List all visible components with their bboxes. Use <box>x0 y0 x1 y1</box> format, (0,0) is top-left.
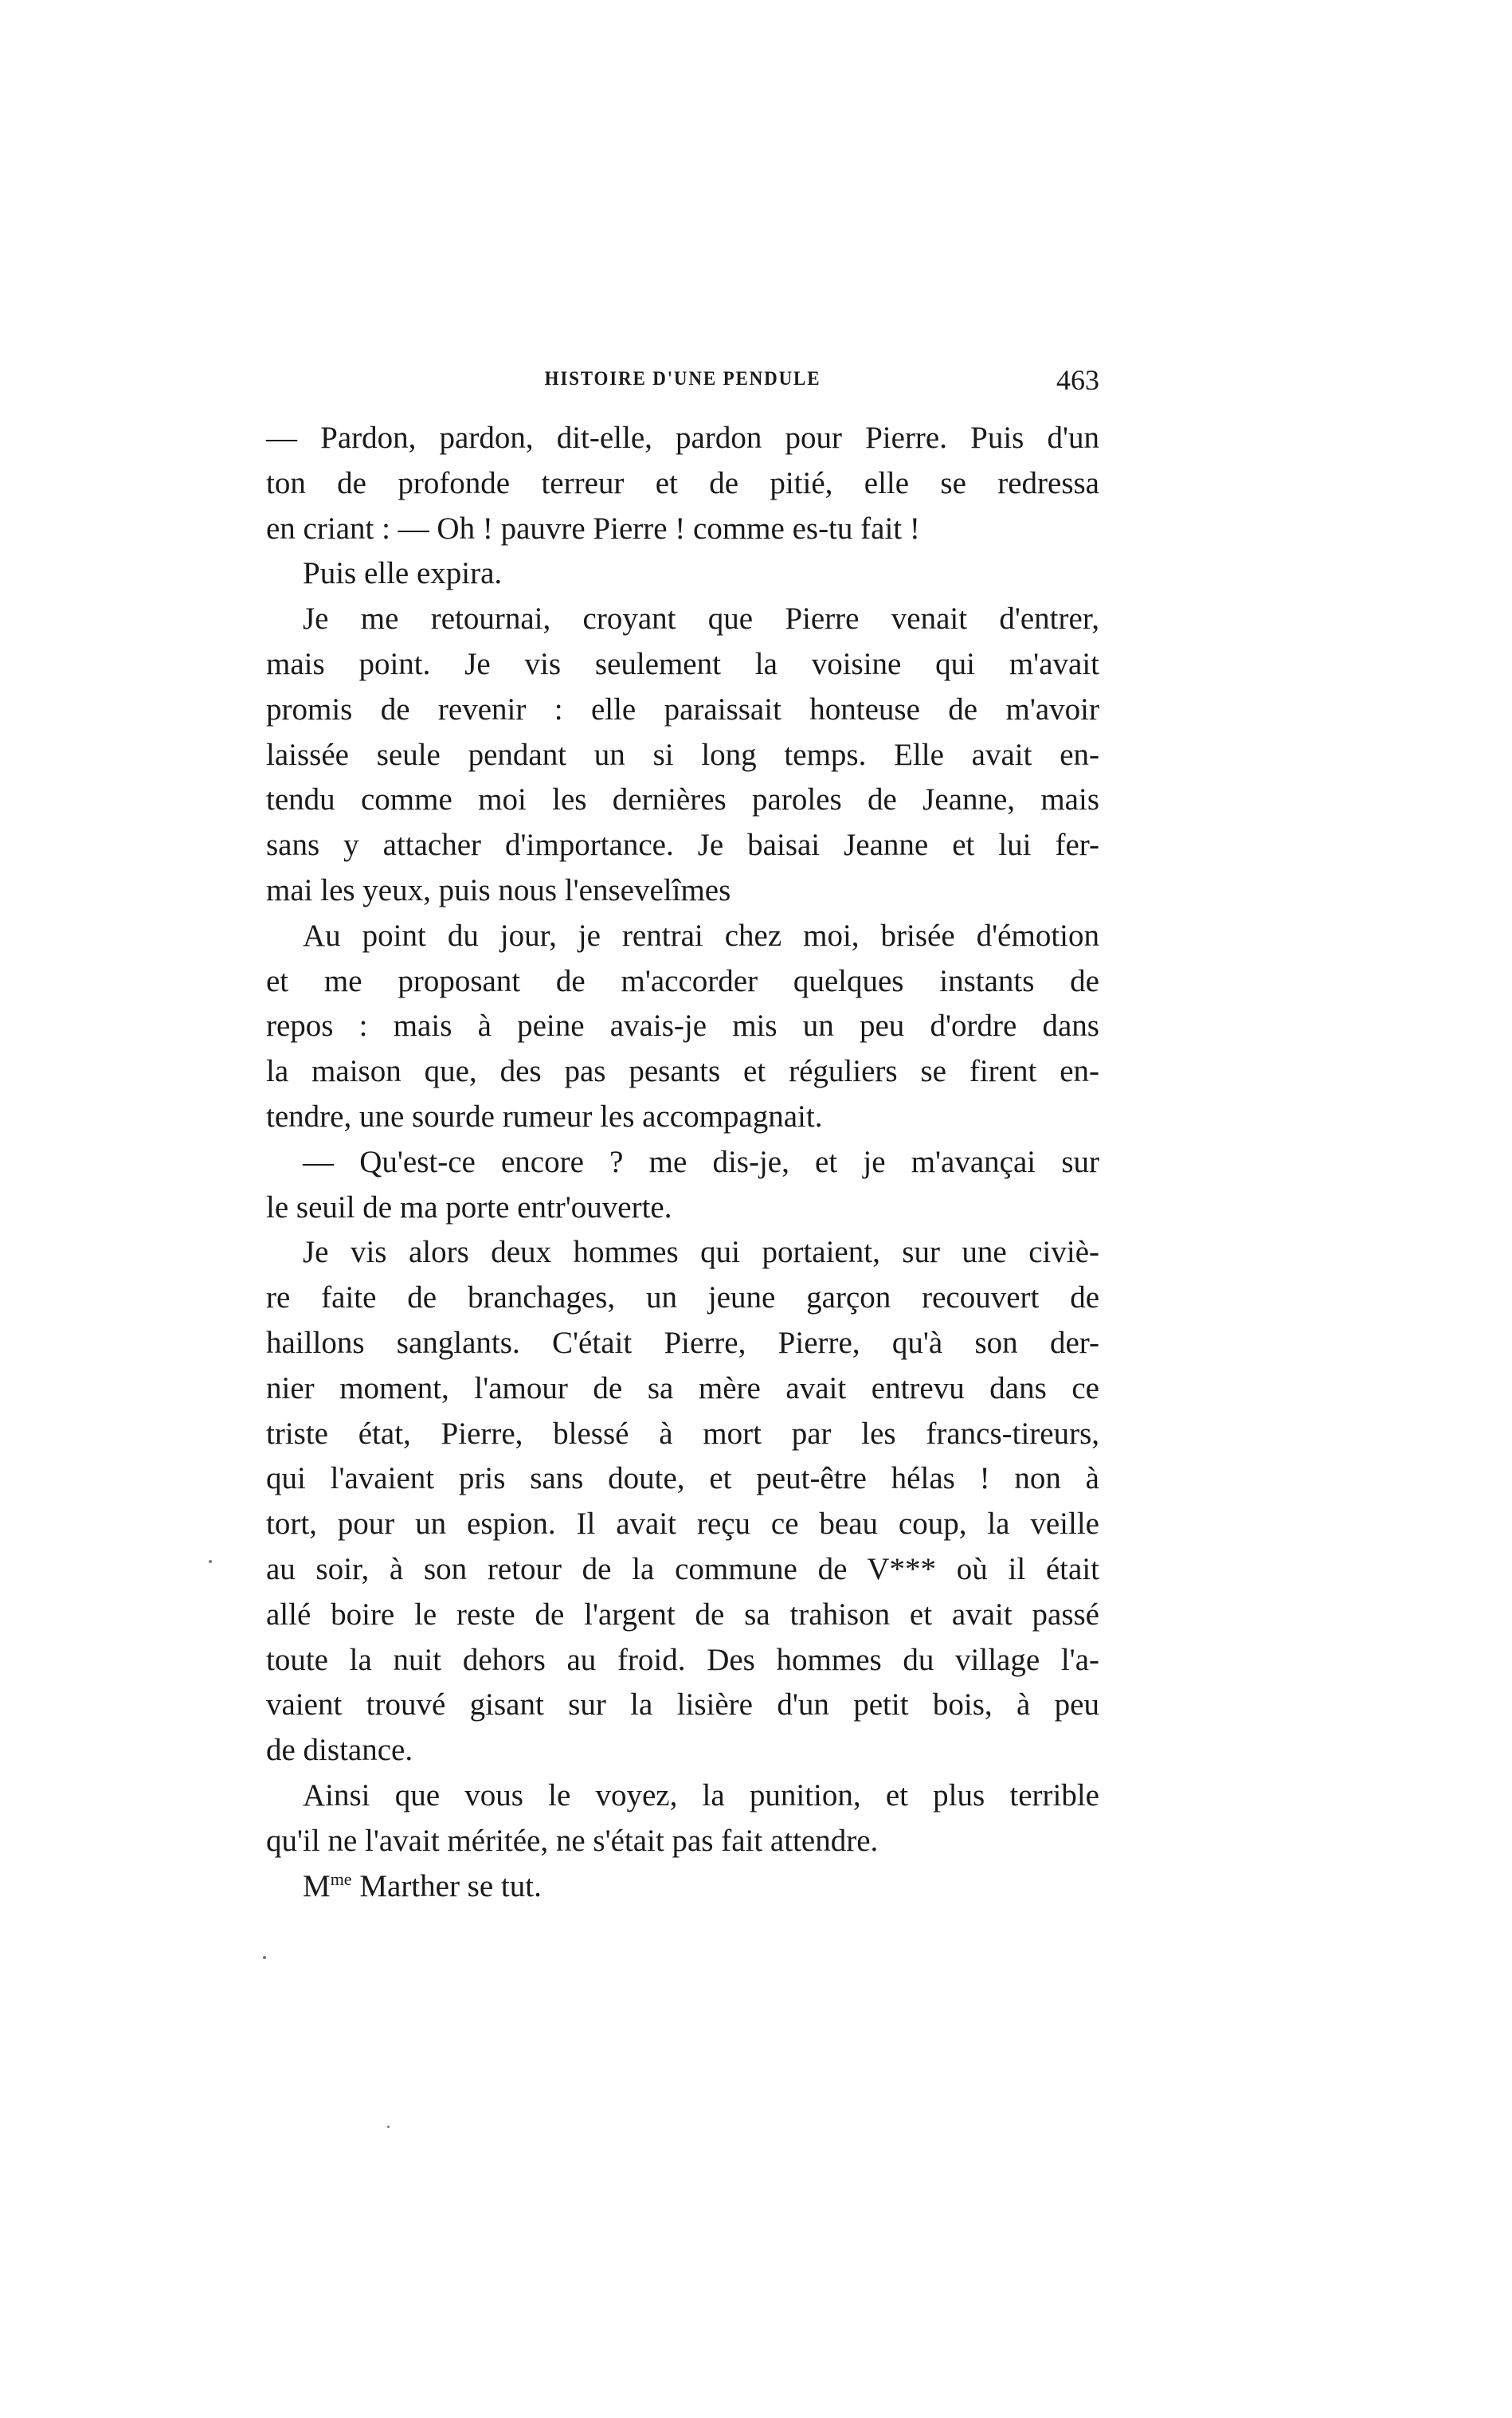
text-line: tendre, une sourde rumeur les accompagnait. <box>266 1099 823 1134</box>
running-header <box>266 364 1099 400</box>
text-line: nier moment, l'amour de sa mère avait entrevu dans ce <box>266 1370 1099 1405</box>
running-title: HISTOIRE D'UNE PENDULE <box>544 368 821 390</box>
text-line: Je vis alors deux hommes qui portaient, sur une civiè- <box>303 1235 1099 1270</box>
text-line: Au point du jour, je rentrai chez moi, brisée d'émotion <box>303 918 1099 953</box>
closing-prefix: M <box>303 1868 331 1903</box>
text-line: qu'il ne l'avait méritée, ne s'était pas fait attendre. <box>266 1823 879 1858</box>
text-line: tendu comme moi les dernières paroles de Jeanne, mais <box>266 782 1099 817</box>
text-line: haillons sanglants. C'était Pierre, Pierre, qu'à son der- <box>266 1326 1099 1360</box>
text-line: mai les yeux, puis nous l'ensevelîmes <box>266 873 731 907</box>
text-line: laissée seule pendant un si long temps. Elle avait en- <box>266 737 1099 772</box>
text-line: — Pardon, pardon, dit-elle, pardon pour Pierre. Puis d'un <box>266 421 1099 455</box>
text-line: tort, pour un espion. Il avait reçu ce beau coup, la veille <box>266 1507 1099 1542</box>
text-line: triste état, Pierre, blessé à mort par les francs-tireurs, <box>266 1416 1099 1451</box>
text-line: repos : mais à peine avais-je mis un peu d'ordre dans <box>266 1009 1099 1044</box>
text-line: promis de revenir : elle paraissait honteuse de m'avoir <box>266 692 1099 727</box>
text-line: allé boire le reste de l'argent de sa trahison et avait passé <box>266 1597 1099 1632</box>
closing-text: Marther se tut. <box>351 1868 542 1903</box>
text-line: toute la nuit dehors au froid. Des hommes du village l'a- <box>266 1642 1099 1677</box>
text-line: de distance. <box>266 1733 413 1768</box>
paper-speck <box>209 1560 212 1563</box>
closing-line <box>303 1864 1099 1909</box>
text-line: qui l'avaient pris sans doute, et peut-être hélas ! non à <box>266 1461 1099 1496</box>
text-line: Ainsi que vous le voyez, la punition, et plus terrible <box>303 1778 1099 1813</box>
text-line: et me proposant de m'accorder quelques instants de <box>266 963 1099 998</box>
paper-speck <box>263 1956 266 1959</box>
text-line: re faite de branchages, un jeune garçon recouvert de <box>266 1280 1099 1315</box>
text-line: Je me retournai, croyant que Pierre venait d'entrer, <box>303 602 1099 637</box>
text-line: en criant : — Oh ! pauvre Pierre ! comme es-tu fait ! <box>266 511 920 546</box>
text-line: mais point. Je vis seulement la voisine qui m'avait <box>266 647 1099 681</box>
closing-superscript: me <box>330 1868 352 1889</box>
text-line: sans y attacher d'importance. Je baisai Jeanne et lui fer- <box>266 828 1099 863</box>
paper-speck <box>387 2126 390 2128</box>
text-line: — Qu'est-ce encore ? me dis-je, et je m'avançai sur <box>303 1144 1099 1179</box>
text-line: vaient trouvé gisant sur la lisière d'un petit bois, à peu <box>266 1687 1099 1722</box>
text-line: au soir, à son retour de la commune de V*** où il était <box>266 1552 1099 1586</box>
text-line: ton de profonde terreur et de pitié, elle se redressa <box>266 465 1099 500</box>
page-number: 463 <box>1056 364 1099 396</box>
text-line: la maison que, des pas pesants et réguliers se firent en- <box>266 1054 1099 1089</box>
text-line: le seuil de ma porte entr'ouverte. <box>266 1189 672 1225</box>
text-line: Puis elle expira. <box>303 556 503 591</box>
